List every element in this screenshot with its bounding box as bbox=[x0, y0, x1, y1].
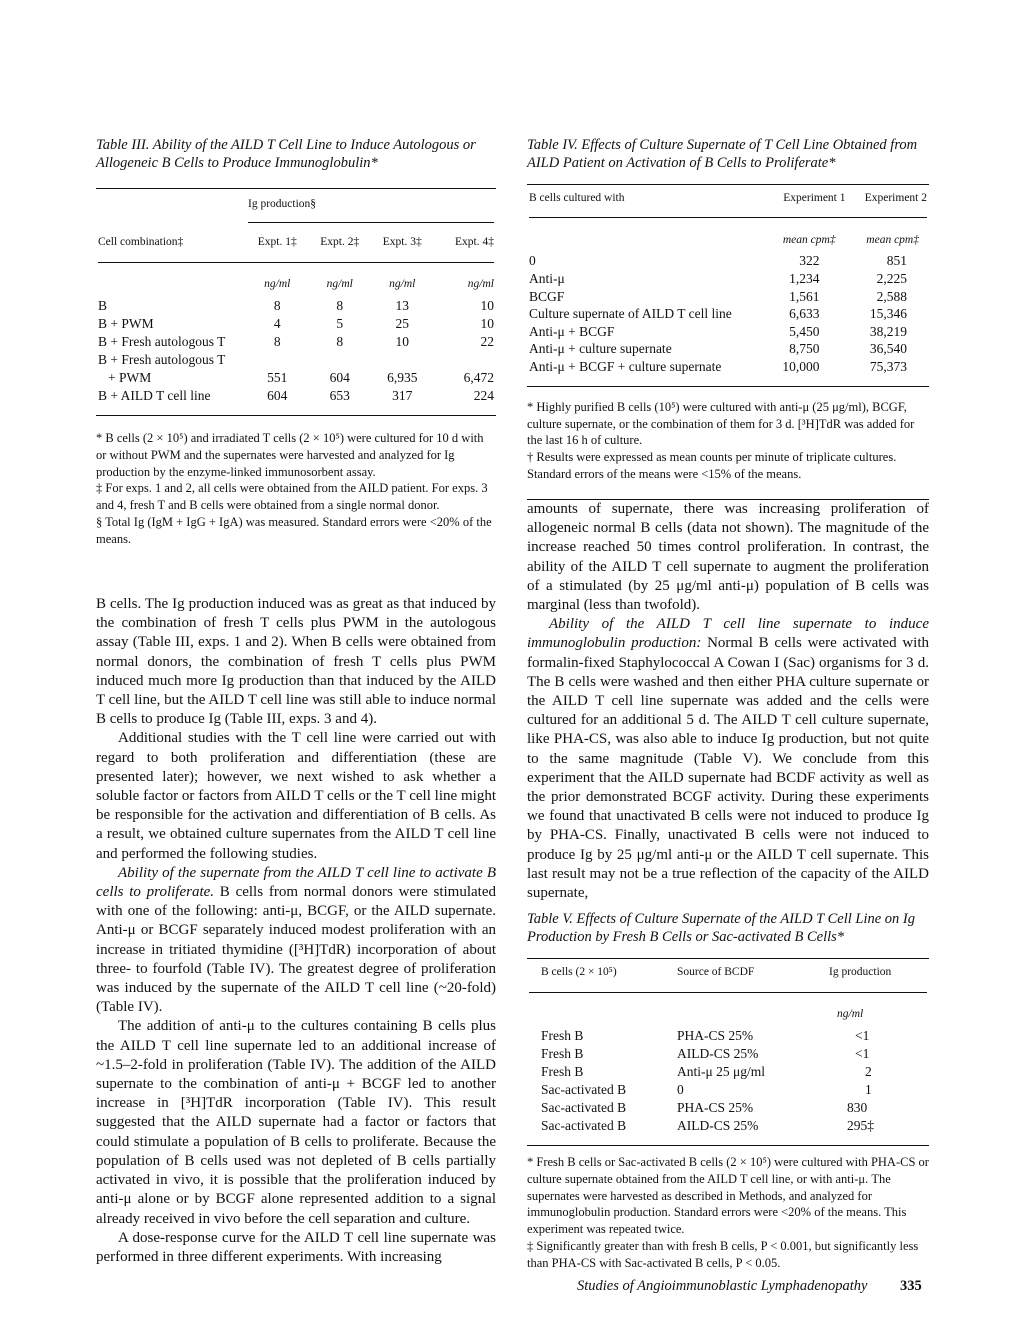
table-4-caption: Table IV. Effects of Culture Supernate of T Cell Line Obtained from AILD Patient on Activation of B Cells to Proliferate* bbox=[527, 137, 918, 171]
table-3-col-header: Expt. 4‡ bbox=[455, 236, 494, 248]
table-row bbox=[527, 305, 929, 323]
left-body-text bbox=[96, 595, 496, 1267]
table-3-cell: 653 bbox=[329, 388, 350, 403]
table-3-cell: 25 bbox=[395, 316, 409, 331]
table-3-cell: 10 bbox=[480, 298, 494, 313]
paragraph: B cells. The Ig production induced was as great as that induced by the combination of fresh T cells plus PWM in the autologous assay (Table III, exps. 1 and 2). When B cells were obtained from normal donors, the combination of fresh T cells plus PWM induced much more Ig production than that induced by the AILD T cell line, but the AILD T cell line was still able to induce normal B cells to produce Ig (Table III, exps. 3 and 4). bbox=[96, 596, 496, 728]
table-4-row-label: Culture supernate of AILD T cell line bbox=[529, 306, 732, 322]
table-3-cell: 13 bbox=[395, 298, 409, 313]
table-4-grid bbox=[527, 187, 929, 376]
table-3-cell: 8 bbox=[273, 334, 281, 349]
table-5-grid bbox=[527, 961, 929, 1135]
table-5-cell: AILD-CS 25% bbox=[677, 1046, 759, 1061]
footnote: † Results were expressed as mean counts per minute of triplicate cultures. Standard errors of the means were <15% of the means. bbox=[527, 450, 897, 481]
table-3-unit: ng/ml bbox=[467, 278, 494, 290]
table-5-cell: PHA-CS 25% bbox=[677, 1028, 754, 1043]
table-5-cell: 0 bbox=[677, 1082, 684, 1097]
table-3-cell: 6,472 bbox=[463, 370, 494, 385]
table-3-unit: ng/ml bbox=[326, 278, 353, 290]
table-3 bbox=[96, 136, 496, 548]
table-row bbox=[527, 1081, 929, 1099]
section-heading: Ability of the AILD T cell line supernate to induce immunoglobulin production: bbox=[527, 616, 929, 652]
table-row bbox=[96, 297, 496, 315]
table-3-row-header: Cell combination‡ bbox=[98, 236, 184, 248]
table-4-cell: 2,588 bbox=[876, 288, 907, 304]
table-row bbox=[527, 1045, 929, 1063]
table-row bbox=[96, 369, 496, 387]
table-5-cell: Sac-activated B bbox=[541, 1118, 627, 1133]
table-5-cell: Sac-activated B bbox=[541, 1082, 627, 1097]
table-row bbox=[527, 270, 929, 288]
table-4-cell: 38,219 bbox=[869, 323, 907, 339]
table-4-row-label: Anti-μ bbox=[529, 270, 565, 286]
table-3-row-label: B + Fresh autologous T bbox=[98, 352, 226, 367]
paragraph: The addition of anti-μ to the cultures containing B cells plus the AILD T cell line supernate led to an additional increase of ~1.5–2-fold in proliferation (Table IV). The addition of the AILD supernate to the combination of anti-μ + BCGF led to another increase in [³H]TdR incorporation (Table IV). This result suggested that the AILD supernate had a factor or factors that could stimulate a population of B cells to proliferate. Because the population of B cells used was not depleted of B cells partially activated in vivo, it is possible that the proliferation induced by anti-μ alone or by BCGF alone represented addition to a signal already received in vivo before the cell separation and culture. bbox=[96, 1018, 496, 1227]
table-4-row-label: Anti-μ + BCGF bbox=[529, 323, 615, 339]
table-3-footnotes bbox=[96, 430, 496, 548]
table-4-row-label: Anti-μ + BCGF + culture supernate bbox=[529, 358, 722, 374]
table-4-row-label: 0 bbox=[529, 253, 536, 269]
table-4-cell: 5,450 bbox=[789, 323, 820, 339]
table-5-cell: 295‡ bbox=[847, 1118, 874, 1133]
table-row bbox=[527, 341, 929, 359]
footnote: * Highly purified B cells (10⁵) were cultured with anti-μ (25 μg/ml), BCGF, culture supernate, or the combination of them for 3 d. [³H]TdR was added for the last 16 h of culture. bbox=[527, 399, 915, 448]
table-3-col-header: Expt. 3‡ bbox=[382, 236, 422, 248]
table-5-cell: <1 bbox=[855, 1046, 870, 1061]
table-4-row-label: BCGF bbox=[529, 288, 565, 304]
table-row bbox=[96, 315, 496, 333]
paragraph: amounts of supernate, there was increasing proliferation of allogeneic normal B cells (data not shown). The magnitude of the increase reached 50 times control proliferation. In contrast, the ability of the AILD T cell supernate to augment the proliferation of a stimulated (by 25 μg/ml anti-μ) population of B cells was marginal (less than twofold). bbox=[527, 501, 929, 614]
table-4-row-header: B cells cultured with bbox=[529, 192, 625, 204]
table-4-cell: 851 bbox=[886, 253, 907, 269]
table-3-cell: 4 bbox=[273, 316, 281, 331]
table-5-cell: Fresh B bbox=[541, 1028, 584, 1043]
table-row bbox=[96, 333, 496, 351]
table-row bbox=[527, 1099, 929, 1117]
table-row bbox=[527, 1063, 929, 1081]
paragraph-text: Normal B cells were activated with formalin-fixed Staphylococcal A Cowan I (Sac) organisms for 3 d. The B cells were washed and then either PHA culture supernate or the AILD T cell line supernate was added and the cells were cultured for an additional 5 d. The AILD T cell culture supernate, like PHA-CS, was also able to induce Ig production, but not quite to the same magnitude (Table V). We conclude from this experiment that the AILD supernate had BCDF activity as well as the prior demonstrated BCGF activity. During these experiments we found that unactivated B cells were not induced to produce Ig by PHA-CS. Finally, unactivated B cells were not induced to produce Ig by 25 μg/ml anti-μ or the AILD T cell supernate. This last result may not be a true reflection of the capacity of the AILD supernate, bbox=[527, 635, 929, 902]
paragraph: A dose-response curve for the AILD T cell line supernate was performed in three different experiments. With increasing bbox=[96, 1229, 496, 1265]
table-3-row-label: B + AILD T cell line bbox=[98, 388, 211, 403]
table-5-col-header: Source of BCDF bbox=[677, 966, 755, 978]
paragraph bbox=[527, 615, 929, 903]
table-4-row-label: Anti-μ + culture supernate bbox=[529, 341, 672, 357]
table-4-cell: 10,000 bbox=[782, 358, 820, 374]
table-5-unit: ng/ml bbox=[837, 1008, 864, 1020]
table-4 bbox=[527, 136, 929, 500]
table-4-cell: 1,234 bbox=[789, 270, 820, 286]
table-row bbox=[527, 358, 929, 376]
footnote: * Fresh B cells or Sac-activated B cells (2 × 10⁵) were cultured with PHA-CS or culture supernate obtained from the AILD T cell line, or with anti-μ. The supernates were harvested as described in Methods, and analyzed for immunoglobulin production. Standard errors were <20% of the means. This experiment was repeated twice. bbox=[527, 1155, 929, 1237]
table-5-col-header: B cells (2 × 10⁵) bbox=[541, 966, 617, 978]
table-row bbox=[527, 323, 929, 341]
table-5-cell: Sac-activated B bbox=[541, 1100, 627, 1115]
table-4-cell: 6,633 bbox=[789, 306, 820, 322]
table-5-cell: <1 bbox=[855, 1028, 870, 1043]
table-3-unit: ng/ml bbox=[389, 278, 416, 290]
page-number: 335 bbox=[900, 1278, 922, 1294]
table-3-cell: 8 bbox=[336, 334, 344, 349]
table-3-cell: 604 bbox=[267, 388, 288, 403]
table-5-cell: 1 bbox=[865, 1082, 872, 1097]
table-row bbox=[527, 1027, 929, 1045]
table-4-cell: 2,225 bbox=[876, 270, 907, 286]
table-3-cell: 10 bbox=[480, 316, 494, 331]
table-3-row-label: B bbox=[98, 298, 108, 313]
table-5-col-header: Ig production bbox=[829, 966, 892, 978]
table-3-row-label: + PWM bbox=[108, 370, 152, 385]
table-3-cell: 10 bbox=[395, 334, 409, 349]
table-3-row-label: B + PWM bbox=[98, 316, 154, 331]
table-3-grid bbox=[96, 195, 496, 405]
table-4-cell: 322 bbox=[799, 253, 820, 269]
table-3-group-header: Ig production§ bbox=[248, 198, 317, 210]
table-3-cell: 8 bbox=[336, 298, 344, 313]
table-5-cell: 830 bbox=[847, 1100, 868, 1115]
table-4-col-header: Experiment 1 bbox=[783, 192, 846, 204]
footnote: ‡ Significantly greater than with fresh B cells, P < 0.001, but significantly less than PHA-CS with Sac-activated B cells, P < 0.05. bbox=[527, 1238, 919, 1270]
footnote: ‡ For exps. 1 and 2, all cells were obtained from the AILD patient. For exps. 3 and 4, fresh T and B cells were obtained from a single normal donor. bbox=[96, 481, 488, 513]
right-body-text bbox=[527, 500, 929, 903]
table-row bbox=[96, 351, 496, 369]
table-3-cell: 604 bbox=[329, 370, 350, 385]
section-heading: Ability of the supernate from the AILD T cell line to activate B cells to proliferate. bbox=[96, 864, 496, 901]
table-3-cell: 224 bbox=[473, 388, 494, 403]
table-5-cell: Fresh B bbox=[541, 1046, 584, 1061]
table-5-cell: 2 bbox=[865, 1064, 872, 1079]
table-3-unit: ng/ml bbox=[264, 278, 291, 290]
table-row bbox=[96, 387, 496, 405]
table-4-cell: 36,540 bbox=[869, 341, 907, 357]
paragraph: Additional studies with the T cell line were carried out with regard to both proliferation and differentiation (these are presented later); however, we next wished to ask whether a soluble factor or factors from AILD T cells or the T cell line might be responsible for the activation and differentiation of B cells. As a result, we obtained culture supernates from the AILD T cell line and performed the following studies. bbox=[96, 730, 496, 862]
paragraph bbox=[96, 864, 496, 1018]
table-3-cell: 551 bbox=[267, 370, 288, 385]
table-row bbox=[527, 288, 929, 306]
footnote: * B cells (2 × 10⁵) and irradiated T cells (2 × 10⁵) were cultured for 10 d with or without PWM and the supernates were harvested and analyzed for Ig production by the enzyme-linked immunosorbent assay. bbox=[96, 431, 484, 479]
table-3-cell: 22 bbox=[480, 334, 494, 349]
running-head: Studies of Angioimmunoblastic Lymphadenopathy bbox=[577, 1278, 868, 1294]
table-4-unit: mean cpm‡ bbox=[782, 233, 836, 246]
table-3-cell: 8 bbox=[273, 298, 281, 313]
table-5-caption: Table V. Effects of Culture Supernate of the AILD T Cell Line on Ig Production by Fresh B Cells or Sac-activated B Cells* bbox=[527, 911, 916, 945]
paragraph-text: B cells from normal donors were stimulated with one of the following: anti-μ, BCGF, or the AILD supernate. Anti-μ or BCGF separately induced modest proliferation with an increase in tritiated thymidine ([³H]TdR) incorporation of about three- to fourfold (Table IV). The greatest degree of proliferation was induced by the supernate of the AILD T cell line (~20-fold) (Table IV). bbox=[96, 884, 496, 1016]
table-3-cell: 6,935 bbox=[387, 370, 418, 385]
table-row bbox=[527, 1117, 929, 1135]
table-3-cell: 5 bbox=[336, 316, 344, 331]
table-row bbox=[527, 253, 929, 271]
table-5-footnotes bbox=[527, 1154, 929, 1272]
table-4-footnotes bbox=[527, 399, 929, 483]
table-5-cell: PHA-CS 25% bbox=[677, 1100, 754, 1115]
table-5-cell: Anti-μ 25 μg/ml bbox=[677, 1064, 765, 1079]
table-3-row-label: B + Fresh autologous T bbox=[98, 334, 226, 349]
table-5 bbox=[527, 910, 929, 1272]
table-4-cell: 1,561 bbox=[789, 288, 820, 304]
table-4-cell: 75,373 bbox=[869, 358, 907, 374]
table-5-cell: Fresh B bbox=[541, 1064, 584, 1079]
table-3-cell: 317 bbox=[392, 388, 413, 403]
table-4-col-header: Experiment 2 bbox=[864, 192, 927, 204]
table-3-col-header: Expt. 1‡ bbox=[257, 236, 297, 248]
table-4-cell: 15,346 bbox=[869, 306, 907, 322]
table-3-caption: Table III. Ability of the AILD T Cell Line to Induce Autologous or Allogeneic B Cells to Produce Immunoglobulin* bbox=[96, 137, 476, 171]
table-4-unit: mean cpm‡ bbox=[866, 233, 919, 246]
table-3-col-header: Expt. 2‡ bbox=[320, 236, 360, 248]
footnote: § Total Ig (IgM + IgG + IgA) was measured. Standard errors were <20% of the means. bbox=[96, 514, 492, 546]
table-4-cell: 8,750 bbox=[789, 341, 820, 357]
table-5-cell: AILD-CS 25% bbox=[677, 1118, 759, 1133]
